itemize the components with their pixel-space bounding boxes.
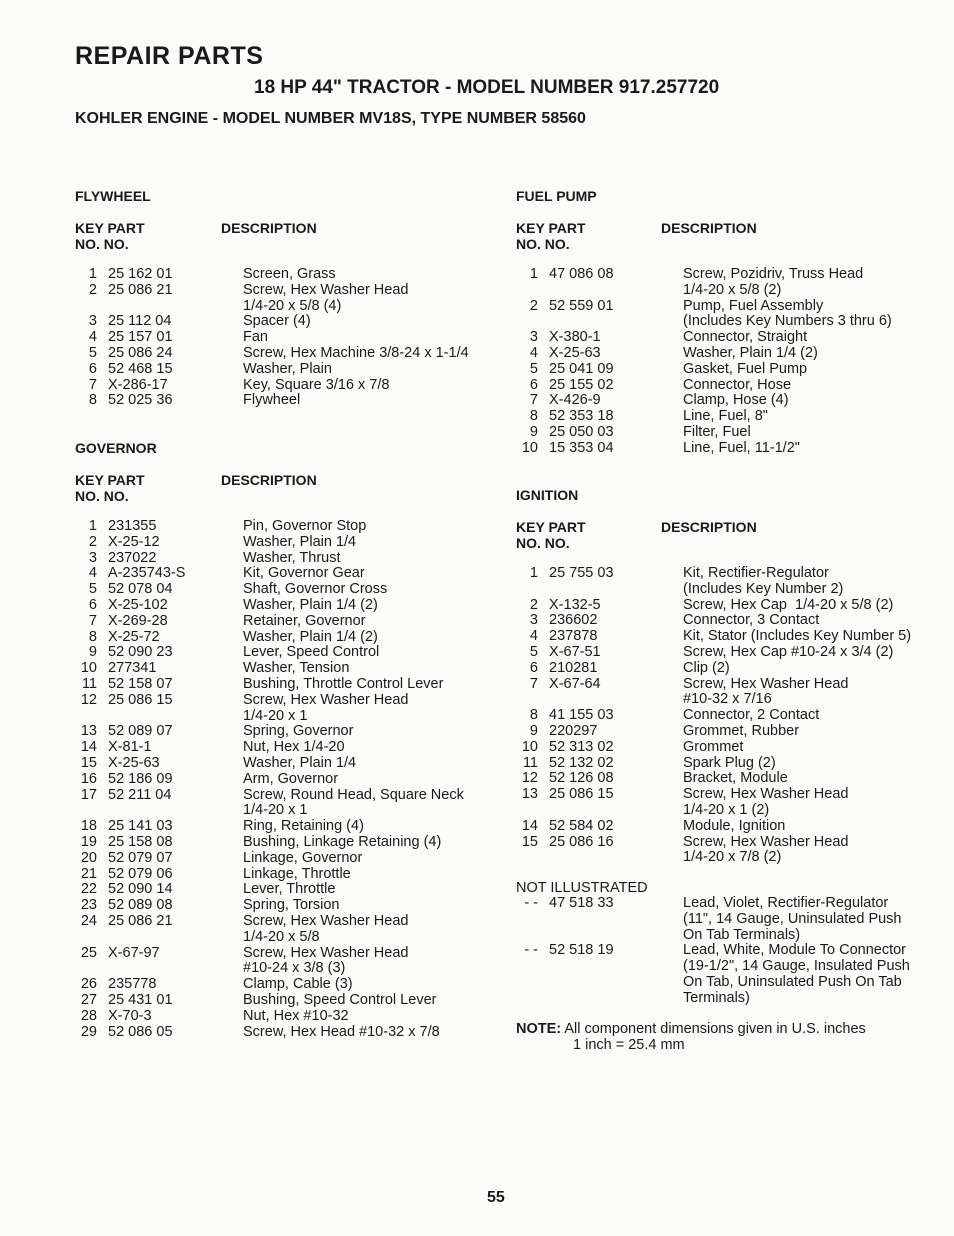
key-number: 4 — [529, 628, 538, 645]
col-no-label: NO. — [544, 535, 570, 551]
col-key-label: KEY — [75, 472, 104, 488]
key-number: 8 — [88, 628, 97, 645]
part-description: Spark Plug (2) — [683, 754, 776, 771]
key-number: 28 — [80, 1007, 97, 1024]
table-row — [75, 630, 464, 646]
part-description: Bracket, Module — [683, 770, 788, 787]
table-row — [516, 613, 911, 629]
part-number: 52 313 02 — [549, 738, 614, 755]
part-number: 25 157 01 — [108, 329, 173, 346]
note-line2: 1 inch = 25.4 mm — [573, 1037, 685, 1053]
part-number: 52 186 09 — [108, 770, 173, 787]
table-row — [516, 409, 892, 425]
fuel-pump-col-description: DESCRIPTION — [661, 220, 757, 236]
key-number: 15 — [80, 754, 97, 771]
part-number: 220297 — [549, 722, 598, 739]
key-number: 12 — [80, 691, 97, 708]
page-number: 55 — [487, 1189, 505, 1206]
part-description: Spring, Governor — [243, 723, 354, 740]
part-description: Connector, 3 Contact — [683, 612, 820, 629]
part-description: Screw, Hex Washer Head #10-24 x 3/8 (3) — [243, 944, 409, 977]
part-description: Clip (2) — [683, 659, 730, 676]
part-number: 25 050 03 — [549, 423, 614, 440]
part-description: Washer, Plain — [243, 360, 332, 377]
part-number: 52 353 18 — [549, 408, 614, 425]
key-number: 9 — [529, 722, 538, 739]
part-number: X-25-63 — [549, 344, 601, 361]
fuel-pump-col-key-part — [516, 220, 586, 252]
key-number: 5 — [88, 344, 97, 361]
part-description: Screw, Hex Head #10-32 x 7/8 — [243, 1023, 440, 1040]
table-row — [516, 896, 910, 943]
governor-heading: GOVERNOR — [75, 440, 157, 456]
not-illustrated-heading: NOT ILLUSTRATED — [516, 880, 648, 896]
table-row — [75, 519, 464, 535]
part-description: Arm, Governor — [243, 770, 339, 787]
col-key-label: KEY — [516, 519, 545, 535]
part-number: 52 126 08 — [549, 770, 614, 787]
table-row — [516, 740, 911, 756]
part-description: Washer, Plain 1/4 — [243, 533, 357, 550]
key-number: 4 — [88, 565, 97, 582]
part-description: Spring, Torsion — [243, 897, 340, 914]
part-description: Key, Square 3/16 x 7/8 — [243, 376, 390, 393]
key-number: 2 — [529, 297, 538, 314]
table-row — [516, 943, 910, 1006]
key-number: 29 — [80, 1023, 97, 1040]
table-row — [516, 819, 911, 835]
part-description: Nut, Hex 1/4-20 — [243, 739, 345, 756]
part-description: Line, Fuel, 11-1/2" — [683, 439, 800, 456]
flywheel-table — [75, 267, 469, 409]
ignition-col-description: DESCRIPTION — [661, 519, 757, 535]
table-row — [516, 330, 892, 346]
table-row — [75, 598, 464, 614]
part-number: 15 353 04 — [549, 439, 614, 456]
table-row — [516, 787, 911, 819]
part-description: Screw, Hex Cap 1/4-20 x 5/8 (2) — [683, 596, 894, 613]
part-number: 52 158 07 — [108, 675, 173, 692]
key-number: 11 — [522, 754, 538, 771]
key-number: 9 — [529, 423, 538, 440]
key-number: 22 — [80, 881, 97, 898]
table-row — [75, 283, 469, 315]
key-number: 6 — [529, 376, 538, 393]
part-description: Clamp, Hose (4) — [683, 392, 789, 409]
note — [516, 1021, 866, 1053]
table-row — [516, 299, 892, 331]
part-number: 237022 — [108, 549, 157, 566]
col-no-label: NO. — [103, 236, 129, 252]
table-row — [75, 661, 464, 677]
table-row — [75, 898, 464, 914]
table-row — [75, 566, 464, 582]
key-number: 16 — [80, 770, 97, 787]
part-number: X-286-17 — [108, 376, 168, 393]
key-number: - - — [524, 895, 538, 911]
ignition-heading: IGNITION — [516, 487, 579, 503]
part-description: Linkage, Throttle — [243, 865, 351, 882]
key-number: 11 — [81, 675, 97, 692]
key-number: 7 — [529, 675, 538, 692]
part-description: Kit, Stator (Includes Key Number 5) — [683, 628, 912, 645]
part-number: 25 086 24 — [108, 344, 173, 361]
part-description: Shaft, Governor Cross — [243, 581, 388, 598]
key-number: 1 — [88, 266, 97, 282]
part-number: X-25-63 — [108, 754, 160, 771]
part-description: Retainer, Governor — [243, 612, 366, 629]
part-description: Screw, Hex Washer Head 1/4-20 x 5/8 (4) — [243, 281, 409, 314]
part-description: Ring, Retaining (4) — [243, 818, 364, 835]
part-number: X-25-102 — [108, 596, 168, 613]
key-number: 8 — [529, 408, 538, 425]
table-row — [75, 1009, 464, 1025]
col-key-label: KEY — [75, 220, 104, 236]
part-number: 25 141 03 — [108, 818, 173, 835]
key-number: 1 — [529, 565, 538, 581]
part-number: 236602 — [549, 612, 598, 629]
table-row — [75, 393, 469, 409]
table-row — [516, 378, 892, 394]
col-no-label: NO. — [75, 236, 100, 252]
key-number: 10 — [521, 738, 538, 755]
part-description: Washer, Plain 1/4 (2) — [243, 628, 378, 645]
part-description: Screw, Hex Washer Head 1/4-20 x 7/8 (2) — [683, 833, 849, 866]
table-row — [516, 441, 892, 457]
part-number: 52 559 01 — [549, 297, 614, 314]
part-number: X-25-12 — [108, 533, 160, 550]
page-title: REPAIR PARTS — [75, 42, 264, 70]
key-number: 7 — [529, 392, 538, 409]
part-number: 52 079 06 — [108, 865, 173, 882]
key-number: 1 — [88, 518, 97, 534]
table-row — [75, 582, 464, 598]
table-row — [75, 535, 464, 551]
col-part-label: PART — [107, 220, 145, 236]
part-description: Screw, Hex Machine 3/8-24 x 1-1/4 — [243, 344, 469, 361]
part-number: 25 086 21 — [108, 912, 173, 929]
key-number: 26 — [80, 976, 97, 993]
part-number: 25 086 21 — [108, 281, 173, 298]
table-row — [75, 867, 464, 883]
key-number: 20 — [80, 849, 97, 866]
key-number: 14 — [80, 739, 97, 756]
table-row — [516, 393, 892, 409]
col-no-label: NO. — [75, 488, 100, 504]
col-no-label: NO. — [544, 236, 570, 252]
table-row — [75, 882, 464, 898]
governor-table — [75, 519, 464, 1040]
table-row — [75, 977, 464, 993]
part-number: 52 079 07 — [108, 849, 173, 866]
table-row — [516, 724, 911, 740]
part-number: X-269-28 — [108, 612, 168, 629]
key-number: 23 — [80, 897, 97, 914]
table-row — [75, 330, 469, 346]
key-number: 6 — [88, 360, 97, 377]
part-number: 52 132 02 — [549, 754, 614, 771]
part-number: X-67-64 — [549, 675, 601, 692]
col-part-label: PART — [548, 519, 586, 535]
part-description: Screw, Round Head, Square Neck 1/4-20 x 1 — [243, 786, 464, 819]
table-row — [516, 677, 911, 709]
key-number: 6 — [529, 659, 538, 676]
part-description: Connector, Straight — [683, 329, 808, 346]
key-number: 7 — [88, 376, 97, 393]
part-description: Washer, Tension — [243, 660, 350, 677]
table-row — [75, 677, 464, 693]
part-number: X-67-97 — [108, 944, 160, 961]
key-number: 2 — [529, 596, 538, 613]
key-number: 1 — [529, 266, 538, 282]
table-row — [516, 566, 911, 598]
table-row — [516, 661, 911, 677]
part-number: 52 468 15 — [108, 360, 173, 377]
part-description: Clamp, Cable (3) — [243, 976, 353, 993]
part-number: 52 090 14 — [108, 881, 173, 898]
governor-col-key-part — [75, 472, 145, 504]
table-row — [516, 835, 911, 867]
key-number: 3 — [88, 313, 97, 330]
part-description: Screw, Hex Cap #10-24 x 3/4 (2) — [683, 643, 894, 660]
table-row — [516, 708, 911, 724]
table-row — [75, 693, 464, 725]
key-number: 3 — [529, 329, 538, 346]
key-number: 5 — [88, 581, 97, 598]
part-description: Flywheel — [243, 392, 301, 409]
key-number: 4 — [529, 344, 538, 361]
part-description: Screw, Hex Washer Head 1/4-20 x 1 (2) — [683, 786, 849, 818]
part-description: Filter, Fuel — [683, 423, 751, 440]
part-number: 52 518 19 — [549, 942, 614, 959]
not-illustrated-table — [516, 896, 910, 1007]
part-number: 25 112 04 — [108, 313, 172, 330]
col-no-label: NO. — [516, 236, 541, 252]
governor-col-description: DESCRIPTION — [221, 472, 317, 488]
part-description: Bushing, Throttle Control Lever — [243, 675, 444, 692]
col-part-label: PART — [548, 220, 586, 236]
key-number: 24 — [80, 912, 97, 929]
table-row — [75, 772, 464, 788]
col-part-label: PART — [107, 472, 145, 488]
table-row — [75, 740, 464, 756]
part-number: 52 090 23 — [108, 644, 173, 661]
table-row — [75, 724, 464, 740]
part-description: Connector, Hose — [683, 376, 792, 393]
part-number: X-25-72 — [108, 628, 160, 645]
key-number: 4 — [88, 329, 97, 346]
part-description: Lead, White, Module To Connector (19-1/2", 14 Gauge, Insulated Push On Tab, Uninsulated Push On Tab Terminals) — [683, 942, 910, 1006]
part-number: A-235743-S — [108, 565, 186, 582]
part-number: 25 162 01 — [108, 266, 173, 282]
ignition-table — [516, 566, 911, 866]
table-row — [75, 645, 464, 661]
part-number: 25 041 09 — [549, 360, 614, 377]
part-number: 25 158 08 — [108, 833, 173, 850]
part-description: Nut, Hex #10-32 — [243, 1007, 349, 1024]
key-number: 21 — [80, 865, 97, 882]
table-row — [516, 425, 892, 441]
note-line1: All component dimensions given in U.S. inches — [564, 1021, 866, 1037]
part-description: Screw, Hex Washer Head #10-32 x 7/16 — [683, 675, 849, 708]
table-row — [75, 946, 464, 978]
table-row — [75, 819, 464, 835]
table-row — [75, 835, 464, 851]
table-row — [75, 267, 469, 283]
ignition-col-key-part — [516, 519, 586, 551]
key-number: - - — [524, 942, 538, 959]
part-description: Washer, Plain 1/4 — [243, 754, 357, 771]
part-description: Line, Fuel, 8" — [683, 408, 768, 425]
key-number: 15 — [521, 833, 538, 850]
table-row — [75, 1025, 464, 1041]
table-row — [75, 314, 469, 330]
part-description: Pump, Fuel Assembly (Includes Key Numbers 3 thru 6) — [683, 297, 892, 330]
key-number: 10 — [80, 660, 97, 677]
part-number: 237878 — [549, 628, 598, 645]
part-description: Screw, Hex Washer Head 1/4-20 x 5/8 — [243, 912, 409, 945]
key-number: 3 — [529, 612, 538, 629]
table-row — [516, 598, 911, 614]
key-number: 25 — [80, 944, 97, 961]
part-description: Linkage, Governor — [243, 849, 363, 866]
part-description: Washer, Plain 1/4 (2) — [683, 344, 818, 361]
part-description: Washer, Plain 1/4 (2) — [243, 596, 378, 613]
part-description: Bushing, Speed Control Lever — [243, 991, 437, 1008]
table-row — [516, 771, 911, 787]
part-number: 25 086 16 — [549, 833, 614, 850]
part-number: 277341 — [108, 660, 157, 677]
key-number: 3 — [88, 549, 97, 566]
table-row — [75, 362, 469, 378]
part-number: 25 155 02 — [549, 376, 614, 393]
engine-heading: KOHLER ENGINE - MODEL NUMBER MV18S, TYPE NUMBER 58560 — [75, 110, 586, 127]
col-no-label: NO. — [103, 488, 129, 504]
flywheel-col-key-part — [75, 220, 145, 252]
col-no-label: NO. — [516, 535, 541, 551]
part-description: Pin, Governor Stop — [243, 518, 367, 534]
fuel-pump-table — [516, 267, 892, 457]
table-row — [516, 645, 911, 661]
part-description: Lead, Violet, Rectifier-Regulator (11", 14 Gauge, Uninsulated Push On Tab Terminals) — [683, 895, 902, 943]
table-row — [516, 756, 911, 772]
part-description: Lever, Throttle — [243, 881, 336, 898]
key-number: 2 — [88, 533, 97, 550]
part-number: 47 086 08 — [549, 266, 614, 282]
key-number: 5 — [529, 360, 538, 377]
part-description: Grommet, Rubber — [683, 722, 800, 739]
flywheel-col-description: DESCRIPTION — [221, 220, 317, 236]
part-description: Gasket, Fuel Pump — [683, 360, 808, 377]
part-description: Screen, Grass — [243, 266, 336, 282]
table-row — [516, 346, 892, 362]
part-description: Kit, Rectifier-Regulator (Includes Key Number 2) — [683, 565, 844, 597]
table-row — [516, 629, 911, 645]
part-description: Lever, Speed Control — [243, 644, 380, 661]
fuel-pump-heading: FUEL PUMP — [516, 188, 597, 204]
key-number: 17 — [80, 786, 97, 803]
key-number: 5 — [529, 643, 538, 660]
part-description: Screw, Pozidriv, Truss Head 1/4-20 x 5/8 (2) — [683, 266, 864, 298]
part-number: 52 584 02 — [549, 817, 614, 834]
part-description: Fan — [243, 329, 268, 346]
part-number: X-426-9 — [549, 392, 601, 409]
part-number: 25 086 15 — [549, 786, 614, 803]
part-number: 52 025 36 — [108, 392, 173, 409]
part-number: 52 089 07 — [108, 723, 173, 740]
part-description: Washer, Thrust — [243, 549, 341, 566]
part-number: 52 211 04 — [108, 786, 172, 803]
key-number: 14 — [521, 817, 538, 834]
key-number: 13 — [521, 786, 538, 803]
key-number: 6 — [88, 596, 97, 613]
table-row — [516, 362, 892, 378]
key-number: 27 — [80, 991, 97, 1008]
part-number: 52 089 08 — [108, 897, 173, 914]
key-number: 9 — [88, 644, 97, 661]
table-row — [75, 993, 464, 1009]
page-subtitle: 18 HP 44" TRACTOR - MODEL NUMBER 917.257720 — [254, 77, 720, 98]
part-description: Spacer (4) — [243, 313, 311, 330]
key-number: 18 — [80, 818, 97, 835]
table-row — [75, 551, 464, 567]
part-number: X-132-5 — [549, 596, 601, 613]
part-number: 25 086 15 — [108, 691, 173, 708]
table-row — [75, 346, 469, 362]
part-description: Kit, Governor Gear — [243, 565, 365, 582]
part-number: X-380-1 — [549, 329, 601, 346]
key-number: 2 — [88, 281, 97, 298]
part-number: 231355 — [108, 518, 157, 534]
part-number: 25 755 03 — [549, 565, 614, 581]
part-number: 41 155 03 — [549, 707, 614, 724]
part-number: X-70-3 — [108, 1007, 152, 1024]
part-description: Connector, 2 Contact — [683, 707, 820, 724]
part-description: Screw, Hex Washer Head 1/4-20 x 1 — [243, 691, 409, 724]
key-number: 12 — [521, 770, 538, 787]
part-number: X-67-51 — [549, 643, 601, 660]
key-number: 8 — [88, 392, 97, 409]
part-number: 25 431 01 — [108, 991, 173, 1008]
part-number: 210281 — [549, 659, 598, 676]
table-row — [75, 756, 464, 772]
key-number: 13 — [80, 723, 97, 740]
part-description: Bushing, Linkage Retaining (4) — [243, 833, 442, 850]
table-row — [75, 614, 464, 630]
note-label: NOTE: — [516, 1021, 562, 1037]
part-description: Module, Ignition — [683, 817, 786, 834]
part-number: 47 518 33 — [549, 895, 614, 911]
key-number: 10 — [521, 439, 538, 456]
table-row — [75, 914, 464, 946]
table-row — [516, 267, 892, 299]
part-number: X-81-1 — [108, 739, 152, 756]
key-number: 19 — [80, 833, 97, 850]
part-number: 52 078 04 — [108, 581, 173, 598]
table-row — [75, 378, 469, 394]
key-number: 8 — [529, 707, 538, 724]
key-number: 7 — [88, 612, 97, 629]
flywheel-heading: FLYWHEEL — [75, 188, 151, 204]
part-description: Grommet — [683, 738, 744, 755]
part-number: 52 086 05 — [108, 1023, 173, 1040]
table-row — [75, 851, 464, 867]
part-number: 235778 — [108, 976, 157, 993]
table-row — [75, 788, 464, 820]
col-key-label: KEY — [516, 220, 545, 236]
